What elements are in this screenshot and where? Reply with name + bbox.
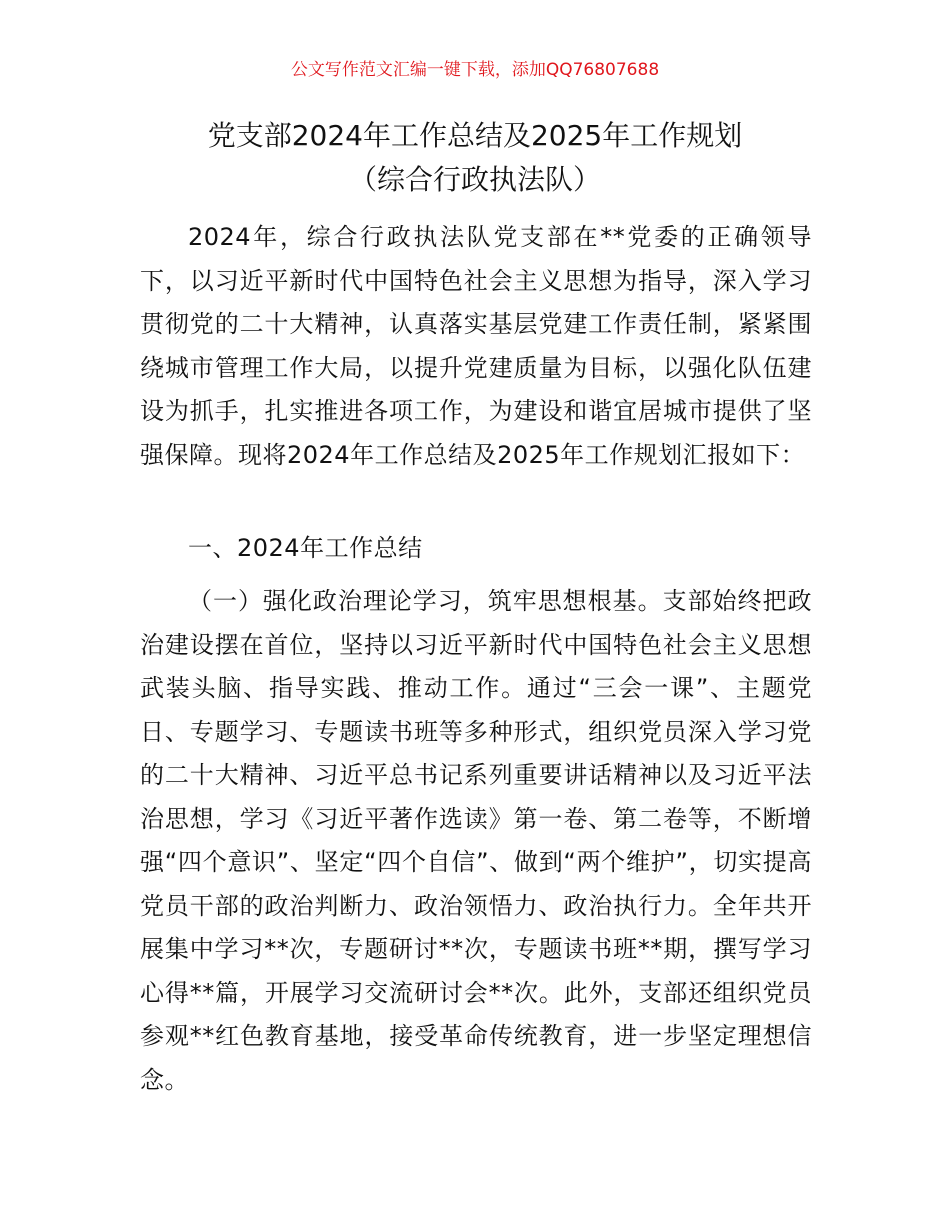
document-subtitle: （综合行政执法队） (348, 163, 601, 196)
section-heading: 一、2024年工作总结 (188, 534, 423, 562)
intro-paragraph: 2024年，综合行政执法队党支部在**党委的正确领导下，以习近平新时代中国特色社会主义思想为指导，深入学习贯彻党的二十大精神，认真落实基层党建工作责任制，紧紧围绕城市管理工作大局，以提升党建质量为目标，以强化队伍建设为抓手，扎实推进各项工作，为建设和谐宜居城市提供了坚强保障。现将2024年工作总结及2025年工作规划汇报如下： (140, 223, 812, 469)
document-title: 党支部2024年工作总结及2025年工作规划 (207, 119, 743, 152)
download-watermark: 公文写作范文汇编一键下载，添加QQ76807688 (290, 60, 660, 80)
section-paragraph: （一）强化政治理论学习，筑牢思想根基。支部始终把政治建设摆在首位，坚持以习近平新时代中国特色社会主义思想武装头脑、指导实践、推动工作。通过“三会一课”、主题党日、专题学习、专题读书班等多种形式，组织党员深入学习党的二十大精神、习近平总书记系列重要讲话精神以及习近平法治思想，学习《习近平著作选读》第一卷、第二卷等，不断增强“四个意识”、坚定“四个自信”、做到“两个维护”，切实提高党员干部的政治判断力、政治领悟力、政治执行力。全年共开展集中学习**次，专题研讨**次，专题读书班**期，撰写学习心得**篇，开展学习交流研讨会**次。此外，支部还组织党员参观**红色教育基地，接受革命传统教育，进一步坚定理想信念。 (140, 587, 812, 1094)
